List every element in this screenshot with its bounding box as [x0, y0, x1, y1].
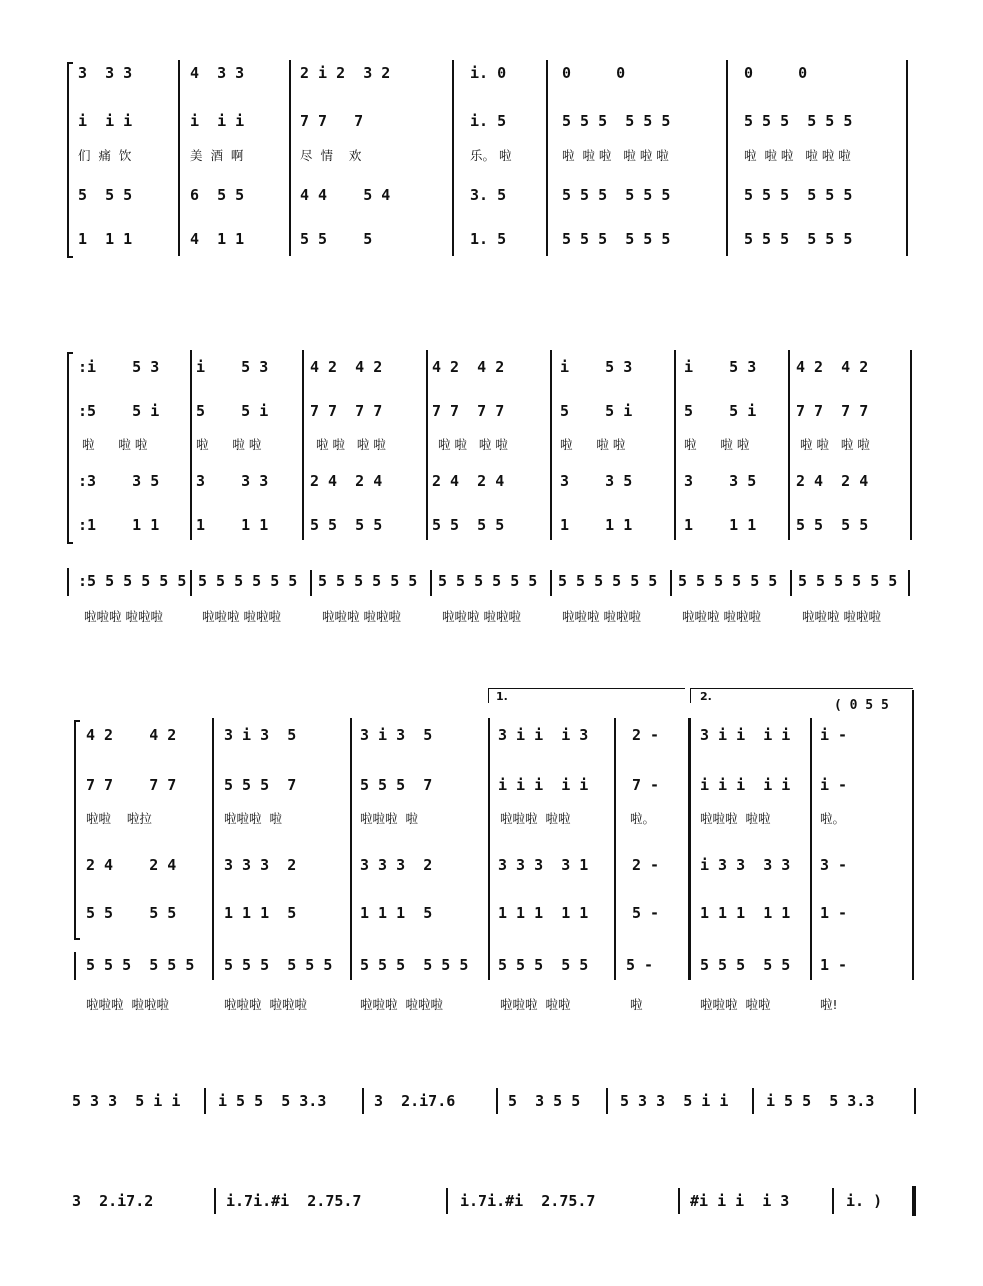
- lyric-measure: 啦啦啦 啦啦啦: [322, 609, 401, 624]
- note-measure: 5 3 5 5: [508, 1092, 581, 1110]
- note-measure: 3 -: [820, 856, 848, 874]
- lyric-measure: 啦啦啦 啦啦: [500, 811, 571, 826]
- note-measure: i i i i i: [700, 776, 791, 794]
- note-measure: 3 3 3 2: [224, 856, 297, 874]
- note-measure: 4 2 4 2: [796, 358, 869, 376]
- note-measure: 4 4 5 4: [300, 186, 391, 204]
- note-measure: 4 1 1: [190, 230, 245, 248]
- note-measure: i 5 5 5 3.3: [766, 1092, 875, 1110]
- lyric-measure: 啦啦啦 啦啦啦: [442, 609, 521, 624]
- note-measure: 7 -: [632, 776, 660, 794]
- note-measure: i i i: [78, 112, 133, 130]
- notation-line: [0, 950, 983, 980]
- notation-line: [0, 466, 983, 496]
- note-measure: 5 3 3 5 i i: [72, 1092, 181, 1110]
- note-measure: 1 1 1: [560, 516, 633, 534]
- lyric-measure: 啦啦啦 啦啦: [700, 997, 771, 1012]
- note-measure: 7 7 7 7: [310, 402, 383, 420]
- lyric-measure: 啦。: [820, 811, 846, 826]
- note-measure: i 5 5 5 3.3: [218, 1092, 327, 1110]
- lyric-measure: 啦啦啦 啦啦: [700, 811, 771, 826]
- note-measure: 5 5 5 5: [796, 516, 869, 534]
- note-measure: 1 1 1 5: [224, 904, 297, 922]
- notation-line: [0, 898, 983, 928]
- notation-line: [0, 566, 983, 596]
- notation-line: [0, 224, 983, 254]
- lyric-measure: 啦 啦 啦: [684, 437, 750, 452]
- note-measure: 5 5 i: [196, 402, 269, 420]
- note-measure: 5 5 5 5 5 5: [678, 572, 778, 590]
- note-measure: i 5 3: [560, 358, 633, 376]
- note-measure: 5 5 5 5: [310, 516, 383, 534]
- lyric-measure: 啦。: [630, 811, 656, 826]
- lyric-measure: 啦啦啦 啦啦啦: [202, 609, 281, 624]
- note-measure: i. 5: [470, 112, 507, 130]
- lyric-measure: 啦啦啦 啦啦啦: [682, 609, 761, 624]
- note-measure: i i i i i: [498, 776, 589, 794]
- note-measure: 5 5 5 5 5 5: [86, 956, 195, 974]
- note-measure: 5 5 5 5 5: [498, 956, 589, 974]
- notation-line: [0, 770, 983, 800]
- lyric-measure: 啦 啦 啦 啦: [800, 437, 870, 452]
- note-measure: 5 -: [626, 956, 654, 974]
- volta-first-label: 1.: [496, 690, 508, 703]
- lyric-measure: 啦啦啦 啦啦啦: [562, 609, 641, 624]
- note-measure: 3 i 3 5: [224, 726, 297, 744]
- note-measure: 5 5 5 5 5 5: [318, 572, 418, 590]
- note-measure: i. ): [846, 1192, 883, 1210]
- note-measure: 5 5 5 5 5 5: [438, 572, 538, 590]
- note-measure: 5 5 5 5 5 5: [224, 956, 333, 974]
- intro-parenthesis: ( 0 5 5: [834, 697, 889, 713]
- note-measure: 5 -: [632, 904, 660, 922]
- note-measure: 5 5 5 5 5 5: [744, 112, 853, 130]
- lyric-measure: 啦啦啦 啦: [224, 811, 282, 826]
- note-measure: 7 7 7 7: [86, 776, 177, 794]
- note-measure: 3 i 3 5: [360, 726, 433, 744]
- note-measure: 3 3 3: [78, 64, 133, 82]
- lyric-measure: 啦!: [820, 997, 838, 1012]
- barline: [488, 718, 490, 980]
- note-measure: 3 2.i7.2: [72, 1192, 154, 1210]
- lyric-measure: 啦啦啦 啦啦啦: [84, 609, 163, 624]
- note-measure: 5 5 5 5 5 5: [744, 230, 853, 248]
- note-measure: 0 0: [744, 64, 808, 82]
- note-measure: 7 7 7 7: [796, 402, 869, 420]
- note-measure: i 5 3: [196, 358, 269, 376]
- lyric-measure: 啦 啦 啦: [196, 437, 262, 452]
- note-measure: 2 4 2 4: [432, 472, 505, 490]
- note-measure: 5 5 5 5 5: [700, 956, 791, 974]
- lyrics-line: [0, 604, 983, 634]
- note-measure: 3 3 5: [684, 472, 757, 490]
- note-measure: 7 7 7 7: [432, 402, 505, 420]
- volta-first-ending: [488, 688, 685, 703]
- note-measure: 6 5 5: [190, 186, 245, 204]
- lyric-measure: 乐。 啦: [470, 148, 512, 163]
- lyric-measure: 啦 啦 啦 啦: [316, 437, 386, 452]
- note-measure: 0 0: [562, 64, 626, 82]
- notation-line: [0, 850, 983, 880]
- note-measure: i 5 3: [684, 358, 757, 376]
- notation-line: [0, 510, 983, 540]
- lyric-measure: 啦啦啦 啦啦啦: [86, 997, 169, 1012]
- lyrics-line: [0, 143, 983, 173]
- notation-line: [0, 58, 983, 88]
- note-measure: 5 5 5 5 5 5: [562, 186, 671, 204]
- note-measure: 4 2 4 2: [310, 358, 383, 376]
- note-measure: 5 5 5 7: [360, 776, 433, 794]
- lyric-measure: 啦啦啦 啦啦啦: [224, 997, 307, 1012]
- lyrics-line: [0, 806, 983, 836]
- notation-line: [0, 180, 983, 210]
- barline: [614, 718, 616, 980]
- lyric-measure: 啦啦 啦拉: [86, 811, 152, 826]
- note-measure: :5 5 i: [78, 402, 160, 420]
- note-measure: 5 3 3 5 i i: [620, 1092, 729, 1110]
- note-measure: 3 i i i 3: [498, 726, 589, 744]
- barline: [212, 718, 214, 980]
- note-measure: 1 -: [820, 956, 848, 974]
- lyrics-line: [0, 992, 983, 1022]
- note-measure: 3. 5: [470, 186, 507, 204]
- lyric-measure: 啦啦啦 啦啦啦: [802, 609, 881, 624]
- note-measure: 1 1 1: [684, 516, 757, 534]
- lyric-measure: 啦 啦 啦 啦 啦 啦: [562, 148, 669, 163]
- note-measure: :1 1 1: [78, 516, 160, 534]
- note-measure: 4 3 3: [190, 64, 245, 82]
- lyric-measure: 啦 啦 啦: [82, 437, 148, 452]
- note-measure: 1 1 1 1 1: [498, 904, 589, 922]
- note-measure: 7 7 7: [300, 112, 364, 130]
- lyric-measure: 啦 啦 啦 啦: [438, 437, 508, 452]
- note-measure: :3 3 5: [78, 472, 160, 490]
- note-measure: #i i i i 3: [690, 1192, 790, 1210]
- notation-line: [0, 396, 983, 426]
- lyric-measure: 啦啦啦 啦啦: [500, 997, 571, 1012]
- note-measure: 4 2 4 2: [432, 358, 505, 376]
- lyric-measure: 啦 啦 啦: [560, 437, 626, 452]
- brace-tick: [67, 542, 73, 544]
- note-measure: 5 5 5: [78, 186, 133, 204]
- lyrics-line: [0, 432, 983, 462]
- note-measure: 1 1 1 5: [360, 904, 433, 922]
- note-measure: 3 3 3: [196, 472, 269, 490]
- note-measure: 5 5 5 5 5 5: [562, 230, 671, 248]
- note-measure: :5 5 5 5 5 5: [78, 572, 187, 590]
- note-measure: 1 1 1: [196, 516, 269, 534]
- brace-tick: [67, 256, 73, 258]
- note-measure: 5 5 5 5: [432, 516, 505, 534]
- notation-line: [0, 1186, 983, 1216]
- volta-second-label: 2.: [700, 690, 712, 703]
- note-measure: 5 5 5 5 5 5: [562, 112, 671, 130]
- note-measure: 5 5 5 5 5 5: [360, 956, 469, 974]
- note-measure: 5 5 5 5 5 5: [198, 572, 298, 590]
- barline: [810, 718, 812, 980]
- lyric-measure: 啦啦啦 啦啦啦: [360, 997, 443, 1012]
- notation-line: [0, 106, 983, 136]
- notation-line: [0, 1086, 983, 1116]
- note-measure: 4 2 4 2: [86, 726, 177, 744]
- barline: [350, 718, 352, 980]
- note-measure: 1. 5: [470, 230, 507, 248]
- note-measure: i.7i.#i 2.75.7: [226, 1192, 362, 1210]
- note-measure: i i i: [190, 112, 245, 130]
- note-measure: i 3 3 3 3: [700, 856, 791, 874]
- note-measure: 5 5 5 5 5 5: [558, 572, 658, 590]
- lyric-measure: 尽 情 欢: [300, 148, 362, 163]
- note-measure: 5 5 5 5: [86, 904, 177, 922]
- note-measure: 2 -: [632, 726, 660, 744]
- note-measure: i.7i.#i 2.75.7: [460, 1192, 596, 1210]
- note-measure: :i 5 3: [78, 358, 160, 376]
- note-measure: i -: [820, 726, 848, 744]
- lyric-measure: 啦: [630, 997, 643, 1012]
- notation-line: [0, 352, 983, 382]
- note-measure: 1 -: [820, 904, 848, 922]
- note-measure: 3 i i i i: [700, 726, 791, 744]
- note-measure: 2 4 2 4: [796, 472, 869, 490]
- note-measure: 2 i 2 3 2: [300, 64, 391, 82]
- note-measure: 5 5 5 7: [224, 776, 297, 794]
- note-measure: 3 3 3 2: [360, 856, 433, 874]
- note-measure: 3 2.i7.6: [374, 1092, 456, 1110]
- note-measure: i. 0: [470, 64, 507, 82]
- note-measure: 5 5 i: [684, 402, 757, 420]
- note-measure: 3 3 3 3 1: [498, 856, 589, 874]
- note-measure: 2 4 2 4: [310, 472, 383, 490]
- note-measure: 2 -: [632, 856, 660, 874]
- note-measure: i -: [820, 776, 848, 794]
- lyric-measure: 啦 啦 啦 啦 啦 啦: [744, 148, 851, 163]
- repeat-barline: [688, 718, 691, 980]
- lyric-measure: 美 酒 啊: [190, 148, 244, 163]
- lyric-measure: 啦啦啦 啦: [360, 811, 418, 826]
- note-measure: 5 5 5: [300, 230, 373, 248]
- notation-line: [0, 720, 983, 750]
- note-measure: 1 1 1 1 1: [700, 904, 791, 922]
- note-measure: 2 4 2 4: [86, 856, 177, 874]
- lyric-measure: 们 痛 饮: [78, 148, 132, 163]
- note-measure: 1 1 1: [78, 230, 133, 248]
- note-measure: 5 5 5 5 5 5: [744, 186, 853, 204]
- note-measure: 3 3 5: [560, 472, 633, 490]
- brace-tick: [74, 938, 80, 940]
- note-measure: 5 5 i: [560, 402, 633, 420]
- note-measure: 5 5 5 5 5 5: [798, 572, 898, 590]
